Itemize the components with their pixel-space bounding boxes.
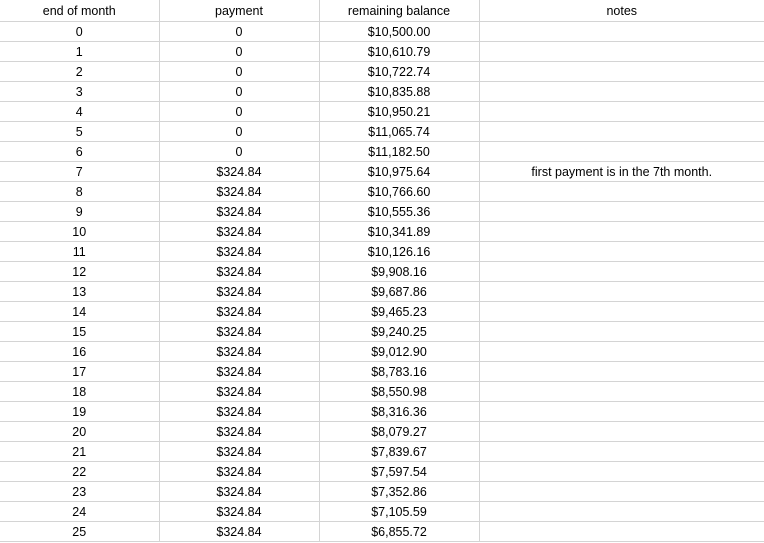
notes-cell[interactable] [479,182,764,202]
month-cell[interactable]: 15 [0,322,159,342]
month-cell[interactable]: 13 [0,282,159,302]
payment-cell[interactable]: $324.84 [159,302,319,322]
balance-cell[interactable]: $7,352.86 [319,482,479,502]
table-row [0,482,764,502]
notes-cell[interactable] [479,282,764,302]
payment-cell[interactable]: $324.84 [159,282,319,302]
balance-cell[interactable]: $6,855.72 [319,522,479,542]
table-row [0,62,764,82]
month-cell[interactable]: 8 [0,182,159,202]
month-cell[interactable]: 5 [0,122,159,142]
notes-cell[interactable] [479,202,764,222]
balance-cell[interactable]: $7,105.59 [319,502,479,522]
balance-cell[interactable]: $9,465.23 [319,302,479,322]
table-body [0,22,764,542]
notes-cell[interactable] [479,402,764,422]
payment-cell[interactable]: $324.84 [159,242,319,262]
month-cell[interactable]: 1 [0,42,159,62]
month-cell[interactable]: 16 [0,342,159,362]
table-row [0,82,764,102]
table-row [0,422,764,442]
payment-cell[interactable]: $324.84 [159,322,319,342]
table-row [0,182,764,202]
balance-cell[interactable]: $8,550.98 [319,382,479,402]
balance-cell[interactable]: $10,835.88 [319,82,479,102]
notes-cell[interactable] [479,442,764,462]
notes-cell[interactable] [479,102,764,122]
month-cell[interactable]: 11 [0,242,159,262]
payment-cell[interactable]: 0 [159,142,319,162]
month-cell[interactable]: 12 [0,262,159,282]
payment-cell[interactable]: $324.84 [159,162,319,182]
notes-cell[interactable] [479,142,764,162]
notes-cell[interactable] [479,522,764,542]
balance-cell[interactable]: $10,950.21 [319,102,479,122]
balance-cell[interactable]: $7,597.54 [319,462,479,482]
table-row [0,222,764,242]
month-cell[interactable]: 0 [0,22,159,42]
balance-cell[interactable]: $10,555.36 [319,202,479,222]
notes-cell[interactable] [479,242,764,262]
balance-cell[interactable]: $8,316.36 [319,402,479,422]
balance-cell[interactable]: $11,065.74 [319,122,479,142]
notes-cell[interactable] [479,482,764,502]
balance-cell[interactable]: $8,079.27 [319,422,479,442]
notes-cell[interactable] [479,382,764,402]
table-row [0,502,764,522]
payment-cell[interactable]: $324.84 [159,222,319,242]
notes-cell[interactable] [479,462,764,482]
month-cell[interactable]: 17 [0,362,159,382]
notes-cell[interactable]: first payment is in the 7th month. [479,162,764,182]
notes-cell[interactable] [479,422,764,442]
balance-cell[interactable]: $10,722.74 [319,62,479,82]
table-row [0,442,764,462]
table-row [0,462,764,482]
month-cell[interactable]: 9 [0,202,159,222]
notes-cell[interactable] [479,502,764,522]
payment-cell[interactable]: $324.84 [159,342,319,362]
balance-cell[interactable]: $10,341.89 [319,222,479,242]
table-row [0,322,764,342]
column-header-notes[interactable]: notes [479,0,764,22]
month-cell[interactable]: 18 [0,382,159,402]
balance-cell[interactable]: $11,182.50 [319,142,479,162]
balance-cell[interactable]: $9,012.90 [319,342,479,362]
payment-cell[interactable]: $324.84 [159,502,319,522]
balance-cell[interactable]: $9,687.86 [319,282,479,302]
payment-cell[interactable]: $324.84 [159,182,319,202]
notes-cell[interactable] [479,302,764,322]
payment-cell[interactable]: $324.84 [159,522,319,542]
table-row [0,382,764,402]
table-row [0,522,764,542]
table-row [0,102,764,122]
payment-cell[interactable]: 0 [159,102,319,122]
column-header-remaining-balance[interactable]: remaining balance [319,0,479,22]
month-cell[interactable]: 23 [0,482,159,502]
notes-cell[interactable] [479,22,764,42]
column-header-end-of-month[interactable]: end of month [0,0,159,22]
balance-cell[interactable]: $8,783.16 [319,362,479,382]
payment-cell[interactable]: 0 [159,62,319,82]
balance-cell[interactable]: $7,839.67 [319,442,479,462]
notes-cell[interactable] [479,362,764,382]
notes-cell[interactable] [479,322,764,342]
table-row [0,262,764,282]
notes-cell[interactable] [479,222,764,242]
payment-cell[interactable]: $324.84 [159,422,319,442]
payment-cell[interactable]: $324.84 [159,382,319,402]
month-cell[interactable]: 10 [0,222,159,242]
payment-cell[interactable]: 0 [159,122,319,142]
month-cell[interactable]: 21 [0,442,159,462]
month-cell[interactable]: 19 [0,402,159,422]
payment-cell[interactable]: $324.84 [159,362,319,382]
month-cell[interactable]: 4 [0,102,159,122]
month-cell[interactable]: 3 [0,82,159,102]
payment-cell[interactable]: 0 [159,22,319,42]
balance-cell[interactable]: $10,500.00 [319,22,479,42]
table-row [0,142,764,162]
table-row [0,242,764,262]
notes-cell[interactable] [479,262,764,282]
payment-cell[interactable]: $324.84 [159,482,319,502]
month-cell[interactable]: 24 [0,502,159,522]
payment-cell[interactable]: $324.84 [159,262,319,282]
payment-cell[interactable]: 0 [159,82,319,102]
payment-cell[interactable]: $324.84 [159,442,319,462]
balance-cell[interactable]: $9,240.25 [319,322,479,342]
month-cell[interactable]: 2 [0,62,159,82]
header-row [0,0,764,22]
payment-cell[interactable]: $324.84 [159,202,319,222]
month-cell[interactable]: 20 [0,422,159,442]
table-row [0,122,764,142]
payment-cell[interactable]: 0 [159,42,319,62]
table-row [0,342,764,362]
notes-cell[interactable] [479,42,764,62]
table-row [0,302,764,322]
balance-cell[interactable]: $10,766.60 [319,182,479,202]
month-cell[interactable]: 6 [0,142,159,162]
month-cell[interactable]: 22 [0,462,159,482]
table-row [0,402,764,422]
balance-cell[interactable]: $10,610.79 [319,42,479,62]
table-row [0,282,764,302]
payment-cell[interactable]: $324.84 [159,462,319,482]
notes-cell[interactable] [479,82,764,102]
table-row [0,362,764,382]
table-row [0,22,764,42]
balance-cell[interactable]: $9,908.16 [319,262,479,282]
column-header-payment[interactable]: payment [159,0,319,22]
balance-cell[interactable]: $10,975.64 [319,162,479,182]
notes-cell[interactable] [479,342,764,362]
month-cell[interactable]: 14 [0,302,159,322]
table-row [0,202,764,222]
payment-cell[interactable]: $324.84 [159,402,319,422]
balance-cell[interactable]: $10,126.16 [319,242,479,262]
table-row [0,42,764,62]
table-row [0,162,764,182]
month-cell[interactable]: 7 [0,162,159,182]
month-cell[interactable]: 25 [0,522,159,542]
notes-cell[interactable] [479,122,764,142]
notes-cell[interactable] [479,62,764,82]
